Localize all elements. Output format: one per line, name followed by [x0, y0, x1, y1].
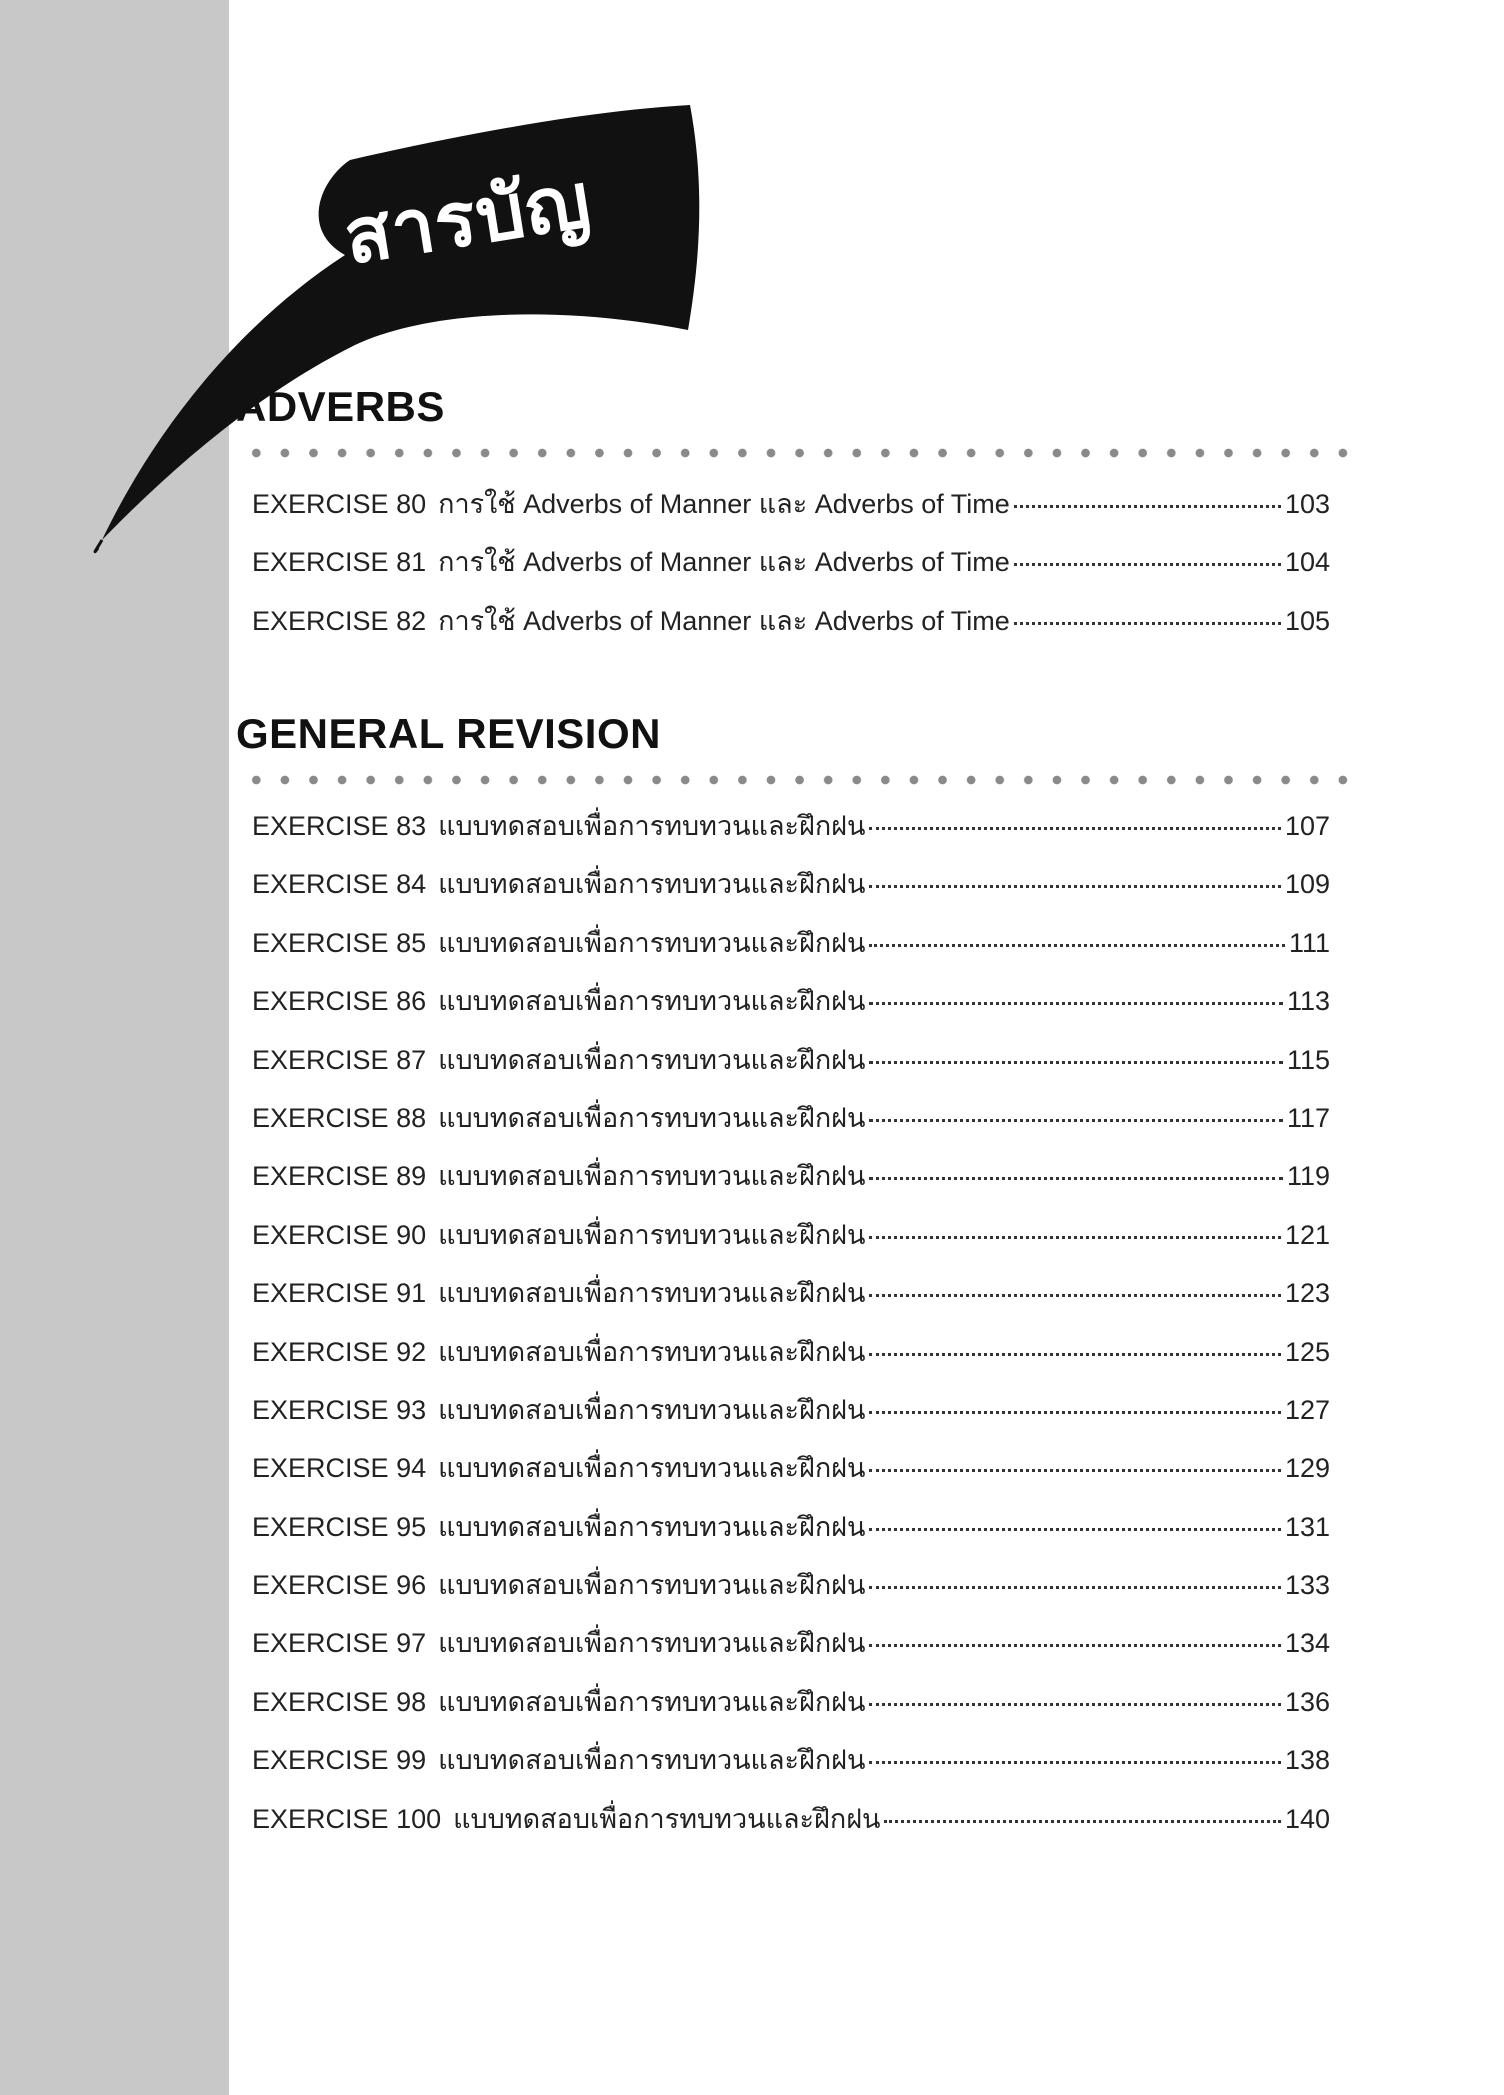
entry-page-number: 107 — [1284, 811, 1330, 841]
entry-title: แบบทดสอบเพื่อการทบทวนและฝึกฝน — [438, 1219, 866, 1250]
entry-number: 93 — [396, 1394, 427, 1425]
entry-page-number: 119 — [1286, 1161, 1330, 1192]
dot-leader — [884, 1820, 1280, 1823]
toc-entry[interactable] — [252, 1563, 1330, 1621]
dot-leader — [869, 1119, 1282, 1122]
toc-entry[interactable] — [252, 1388, 1330, 1446]
toc-entry[interactable] — [252, 1213, 1330, 1271]
entry-number: 85 — [396, 927, 427, 958]
dot-leader — [869, 944, 1284, 947]
entry-number: 86 — [396, 986, 427, 1017]
dot-leader — [869, 1061, 1282, 1064]
entry-title: แบบทดสอบเพื่อการทบทวนและฝึกฝน — [438, 1336, 866, 1367]
entry-number: 83 — [396, 811, 427, 841]
entry-label: EXERCISE — [252, 1803, 389, 1834]
entry-label: EXERCISE — [252, 1336, 389, 1367]
entry-label: EXERCISE — [252, 1686, 389, 1717]
entry-title: การใช้ Adverbs of Manner และ Adverbs of Time — [438, 547, 1010, 578]
entry-page-number: 109 — [1284, 869, 1330, 900]
page-title: สารบัญ — [337, 154, 597, 282]
dot-leader — [869, 827, 1280, 830]
dot-leader — [869, 1002, 1282, 1005]
toc-entry[interactable] — [252, 1505, 1330, 1563]
entry-number: 92 — [396, 1336, 427, 1367]
entry-label: EXERCISE — [252, 489, 389, 519]
toc-entry[interactable] — [252, 921, 1330, 979]
dot-leader — [1014, 563, 1281, 566]
entry-number: 91 — [396, 1278, 427, 1309]
entry-label: EXERCISE — [252, 986, 389, 1017]
section-heading-adverbs: ADVERBS — [236, 383, 445, 430]
toc-entry[interactable] — [252, 862, 1330, 920]
entry-number: 84 — [396, 869, 427, 900]
toc-entry[interactable] — [252, 540, 1330, 598]
entry-number: 94 — [396, 1453, 427, 1484]
entry-page-number: 117 — [1286, 1102, 1330, 1133]
entry-title: แบบทดสอบเพื่อการทบทวนและฝึกฝน — [438, 1161, 866, 1192]
section-heading-general-revision: GENERAL REVISION — [236, 710, 661, 757]
entry-label: EXERCISE — [252, 1453, 389, 1484]
dot-leader — [869, 1644, 1280, 1647]
entry-title: แบบทดสอบเพื่อการทบทวนและฝึกฝน — [438, 986, 866, 1017]
dot-leader — [869, 1177, 1282, 1180]
entry-title: แบบทดสอบเพื่อการทบทวนและฝึกฝน — [438, 1686, 866, 1717]
dot-leader — [869, 1411, 1280, 1414]
dot-leader — [1014, 505, 1281, 508]
toc-entry[interactable] — [252, 1446, 1330, 1504]
entry-page-number: 111 — [1288, 927, 1330, 958]
entry-label: EXERCISE — [252, 1570, 389, 1601]
entry-page-number: 115 — [1286, 1044, 1330, 1075]
toc-entry[interactable] — [252, 804, 1330, 862]
entry-number: 88 — [396, 1102, 427, 1133]
entry-number: 81 — [396, 547, 427, 578]
dot-leader — [869, 885, 1280, 888]
entry-label: EXERCISE — [252, 1044, 389, 1075]
entry-page-number: 133 — [1284, 1570, 1330, 1601]
dot-leader — [869, 1294, 1280, 1297]
toc-entry[interactable] — [252, 1330, 1330, 1388]
toc-list-general-revision — [252, 804, 1330, 1855]
entry-number: 98 — [396, 1686, 427, 1717]
entry-number: 100 — [396, 1803, 442, 1834]
dotted-divider — [242, 448, 1354, 458]
entry-page-number: 123 — [1284, 1278, 1330, 1309]
toc-entry[interactable] — [252, 1096, 1330, 1154]
entry-title: แบบทดสอบเพื่อการทบทวนและฝึกฝน — [453, 1803, 881, 1834]
toc-entry[interactable] — [252, 1738, 1330, 1796]
entry-title: แบบทดสอบเพื่อการทบทวนและฝึกฝน — [438, 1044, 866, 1075]
entry-page-number: 105 — [1284, 605, 1330, 636]
entry-page-number: 131 — [1284, 1511, 1330, 1542]
toc-entry[interactable] — [252, 1038, 1330, 1096]
entry-number: 90 — [396, 1219, 427, 1250]
entry-label: EXERCISE — [252, 605, 389, 636]
entry-page-number: 104 — [1284, 547, 1330, 578]
toc-entry[interactable] — [252, 1271, 1330, 1329]
entry-label: EXERCISE — [252, 869, 389, 900]
entry-page-number: 138 — [1284, 1745, 1330, 1776]
entry-number: 99 — [396, 1745, 427, 1776]
toc-entry[interactable] — [252, 1621, 1330, 1679]
toc-entry[interactable] — [252, 1154, 1330, 1212]
toc-entry[interactable] — [252, 979, 1330, 1037]
entry-title: แบบทดสอบเพื่อการทบทวนและฝึกฝน — [438, 811, 866, 841]
entry-page-number: 134 — [1284, 1628, 1330, 1659]
entry-label: EXERCISE — [252, 1102, 389, 1133]
entry-title: แบบทดสอบเพื่อการทบทวนและฝึกฝน — [438, 1102, 866, 1133]
entry-page-number: 103 — [1284, 489, 1330, 519]
dotted-divider — [242, 775, 1354, 785]
entry-label: EXERCISE — [252, 1628, 389, 1659]
dot-leader — [869, 1528, 1280, 1531]
entry-number: 87 — [396, 1044, 427, 1075]
entry-title: แบบทดสอบเพื่อการทบทวนและฝึกฝน — [438, 1394, 866, 1425]
entry-title: แบบทดสอบเพื่อการทบทวนและฝึกฝน — [438, 1453, 866, 1484]
entry-title: แบบทดสอบเพื่อการทบทวนและฝึกฝน — [438, 869, 866, 900]
entry-label: EXERCISE — [252, 811, 389, 841]
dot-leader — [869, 1236, 1280, 1239]
dot-leader — [869, 1703, 1280, 1706]
entry-page-number: 129 — [1284, 1453, 1330, 1484]
entry-title: แบบทดสอบเพื่อการทบทวนและฝึกฝน — [438, 1745, 866, 1776]
entry-page-number: 113 — [1286, 986, 1330, 1017]
dot-leader — [869, 1586, 1280, 1589]
entry-label: EXERCISE — [252, 547, 389, 578]
entry-page-number: 125 — [1284, 1336, 1330, 1367]
entry-label: EXERCISE — [252, 1745, 389, 1776]
entry-number: 89 — [396, 1161, 427, 1192]
entry-number: 82 — [396, 605, 427, 636]
toc-list-adverbs — [252, 482, 1330, 657]
entry-number: 95 — [396, 1511, 427, 1542]
entry-page-number: 140 — [1284, 1803, 1330, 1834]
entry-title: แบบทดสอบเพื่อการทบทวนและฝึกฝน — [438, 1511, 866, 1542]
entry-page-number: 136 — [1284, 1686, 1330, 1717]
entry-title: แบบทดสอบเพื่อการทบทวนและฝึกฝน — [438, 1628, 866, 1659]
entry-label: EXERCISE — [252, 1219, 389, 1250]
entry-label: EXERCISE — [252, 1394, 389, 1425]
entry-number: 97 — [396, 1628, 427, 1659]
entry-title: การใช้ Adverbs of Manner และ Adverbs of Time — [438, 605, 1010, 636]
entry-title: การใช้ Adverbs of Manner และ Adverbs of Time — [438, 489, 1010, 519]
toc-entry[interactable] — [252, 482, 1330, 540]
entry-title: แบบทดสอบเพื่อการทบทวนและฝึกฝน — [438, 927, 866, 958]
entry-page-number: 127 — [1284, 1394, 1330, 1425]
dot-leader — [1014, 622, 1281, 625]
entry-title: แบบทดสอบเพื่อการทบทวนและฝึกฝน — [438, 1278, 866, 1309]
dot-leader — [869, 1761, 1280, 1764]
toc-entry[interactable] — [252, 599, 1330, 657]
toc-entry[interactable] — [252, 1680, 1330, 1738]
entry-label: EXERCISE — [252, 927, 389, 958]
dot-leader — [869, 1353, 1280, 1356]
entry-label: EXERCISE — [252, 1278, 389, 1309]
entry-page-number: 121 — [1284, 1219, 1330, 1250]
entry-label: EXERCISE — [252, 1161, 389, 1192]
toc-entry[interactable] — [252, 1797, 1330, 1855]
entry-number: 96 — [396, 1570, 427, 1601]
entry-title: แบบทดสอบเพื่อการทบทวนและฝึกฝน — [438, 1570, 866, 1601]
entry-number: 80 — [396, 489, 427, 519]
entry-label: EXERCISE — [252, 1511, 389, 1542]
dot-leader — [869, 1469, 1280, 1472]
